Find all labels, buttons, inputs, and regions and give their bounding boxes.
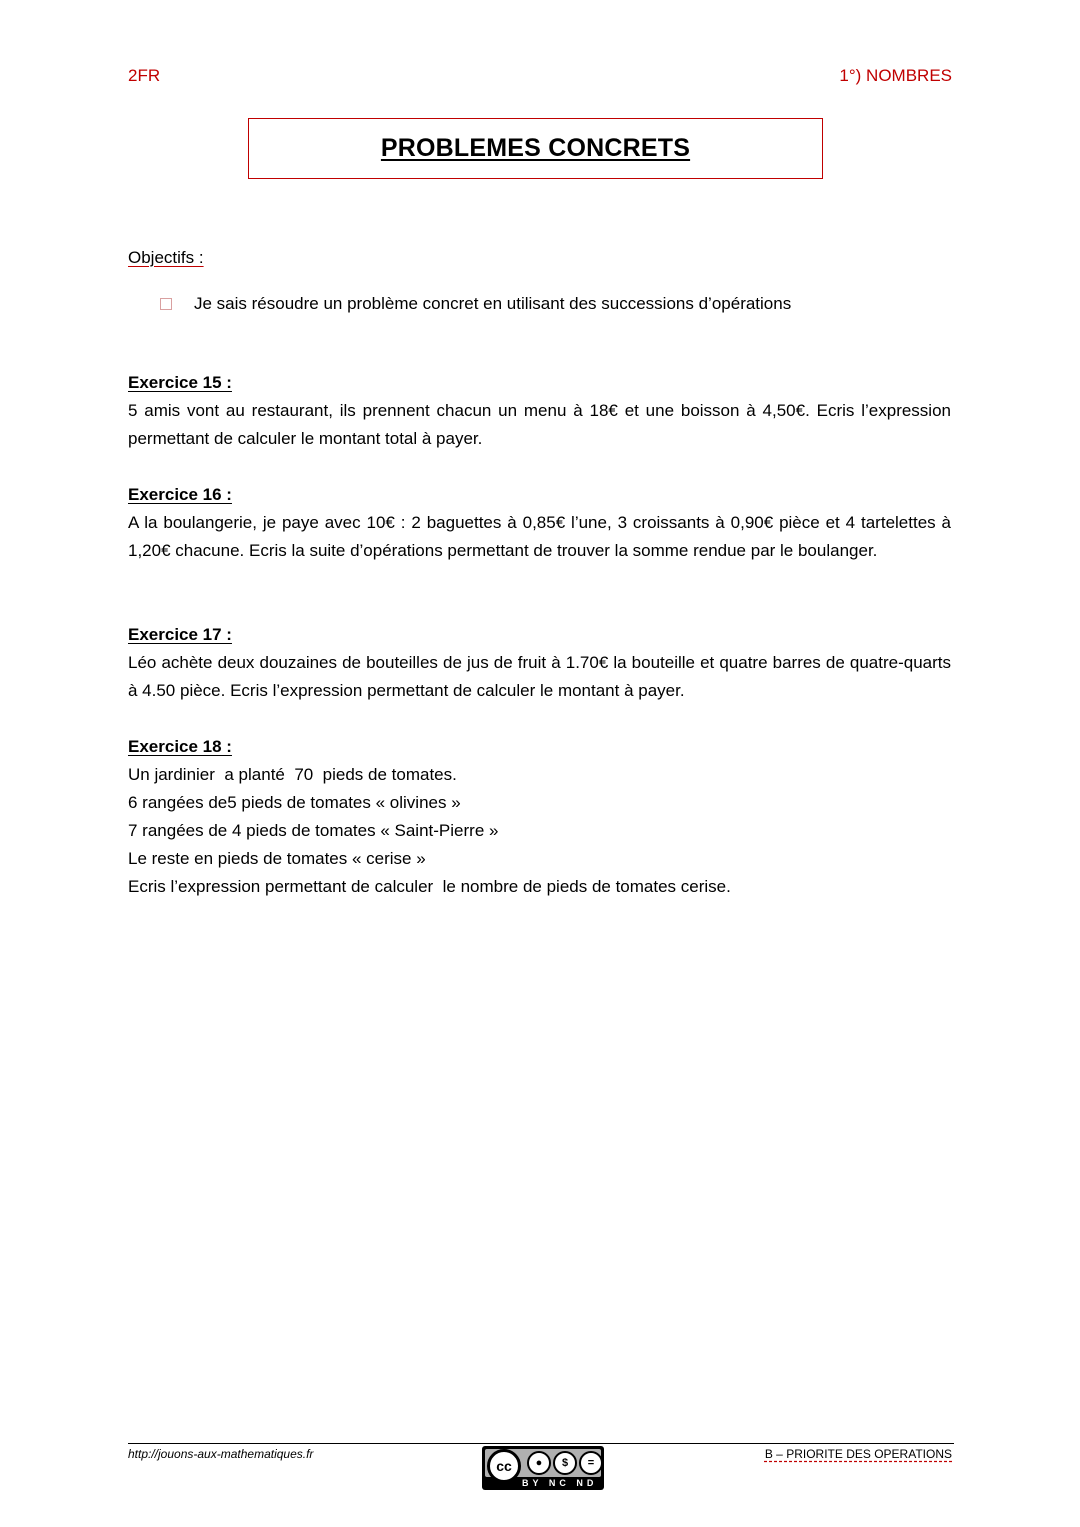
exercise-line: Un jardinier a planté 70 pieds de tomates. — [128, 765, 457, 784]
exercise-15 — [128, 369, 951, 453]
exercise-line: 7 rangées de 4 pieds de tomates « Saint-Pierre » — [128, 821, 499, 840]
by-icon: ● — [527, 1451, 551, 1475]
exercise-title: Exercice 15 : — [128, 373, 232, 392]
exercise-16 — [128, 481, 951, 565]
header-chapter: 1°) NOMBRES — [839, 66, 952, 85]
exercise-18 — [128, 733, 951, 901]
objective-item — [160, 294, 791, 314]
cc-badge-top — [485, 1449, 601, 1477]
exercise-line: Le reste en pieds de tomates « cerise » — [128, 849, 426, 868]
footer-url[interactable]: http://jouons-aux-mathematiques.fr — [128, 1447, 314, 1461]
objective-text: Je sais résoudre un problème concret en utilisant des successions d’opérations — [194, 294, 792, 313]
footer-section: B – PRIORITE DES OPERATIONS — [764, 1447, 952, 1461]
exercise-title: Exercice 17 : — [128, 625, 232, 644]
title-box — [248, 118, 823, 179]
exercise-text: Léo achète deux douzaines de bouteilles de jus de fruit à 1.70€ la bouteille et quatre barres de quatre-quarts à 4.50 pièce. Ecris l’expression permettant de calculer le montant à payer. — [128, 653, 951, 700]
exercise-line: 6 rangées de5 pieds de tomates « olivines » — [128, 793, 461, 812]
exercise-text: 5 amis vont au restaurant, ils prennent chacun un menu à 18€ et une boisson à 4,50€. Ecris l’expression permettant de calculer le montant total à payer. — [128, 401, 951, 448]
objectives-label: Objectifs : — [128, 248, 204, 267]
exercise-17 — [128, 621, 951, 705]
page-title: PROBLEMES CONCRETS — [380, 134, 691, 162]
cc-license-label: BY NC ND — [522, 1478, 598, 1488]
cc-icon: cc — [487, 1449, 521, 1483]
exercise-title: Exercice 16 : — [128, 485, 232, 504]
nc-icon: $ — [553, 1451, 577, 1475]
exercise-text: A la boulangerie, je paye avec 10€ : 2 baguettes à 0,85€ l’une, 3 croissants à 0,90€ pièce et 4 tartelettes à 1,20€ chacune. Ecris la suite d’opérations permettant de trouver la somme rendue par le boulanger. — [128, 513, 951, 560]
header-class: 2FR — [128, 66, 161, 85]
nd-icon: = — [579, 1451, 603, 1475]
checkbox-icon[interactable] — [160, 298, 172, 310]
exercise-title: Exercice 18 : — [128, 737, 232, 756]
footer-divider — [128, 1443, 954, 1444]
cc-license-badge — [482, 1446, 604, 1490]
exercise-line: Ecris l’expression permettant de calculer le nombre de pieds de tomates cerise. — [128, 877, 731, 896]
